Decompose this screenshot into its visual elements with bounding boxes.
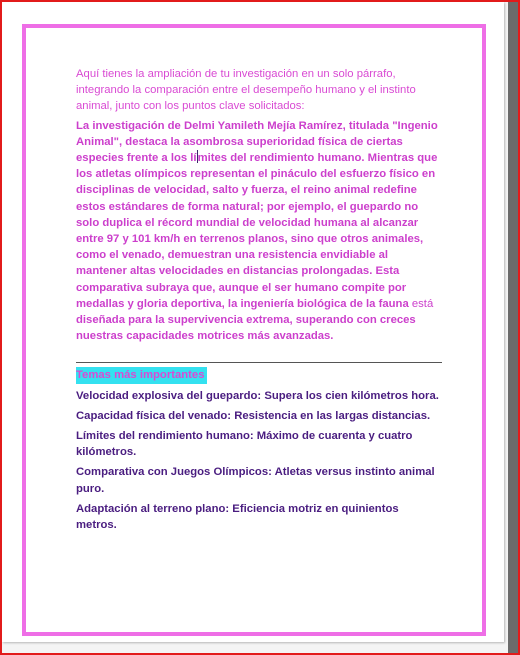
intro-text: Aquí tienes la ampliación de tu investigación en un solo párrafo, integrando la comparación entre el desempeño humano y el instinto animal, junto con los puntos clave solicitados: bbox=[76, 68, 416, 113]
topics-heading: Temas más importantes bbox=[76, 367, 207, 383]
topics-list bbox=[76, 388, 442, 534]
paragraph-text-3: está bbox=[408, 297, 434, 310]
document-page[interactable] bbox=[2, 2, 504, 642]
topic-item: Adaptación al terreno plano: Eficiencia motriz en quinientos metros. bbox=[76, 502, 399, 532]
topic-item: Comparativa con Juegos Olímpicos: Atletas versus instinto animal puro. bbox=[76, 466, 435, 495]
document-content[interactable] bbox=[76, 66, 442, 537]
horizontal-divider bbox=[76, 362, 442, 363]
paragraph-text-2: mites del rendimiento humano. Mientras que los atletas olímpicos representan el pináculo del esfuerzo físico en disciplinas de velocidad, salto y fuerza, el reino animal redefine estos estándares de forma natural; por ejemplo, el guepardo no solo duplica el récord mundial de velocidad humana al alcanzar entre 97 y 101 km/h en terrenos planos, sino que otros animales, como el venado, demuestran una resistencia envidiable al mantener altas velocidades en distancias prolongadas. Esta comparativa subraya que, aunque el ser humano compite por medallas y gloria deportiva, la ingeniería biológica de la fauna bbox=[76, 152, 438, 310]
topic-item: Capacidad física del venado: Resistencia en las largas distancias. bbox=[76, 409, 431, 422]
research-paragraph bbox=[76, 118, 442, 345]
topic-item: Límites del rendimiento humano: Máximo de cuarenta y cuatro kilómetros. bbox=[76, 430, 413, 459]
paragraph-text-1: La investigación de Delmi Yamileth Mejía Ramírez, titulada "Ingenio Animal", destaca la asombrosa superioridad física de ciertas especies frente a los lí bbox=[76, 119, 438, 165]
paragraph-text-4: diseñada para la supervivencia extrema, superando con creces nuestras capacidades motrices más avanzadas. bbox=[76, 314, 416, 343]
vertical-scrollbar[interactable] bbox=[508, 2, 518, 653]
topic-item: Velocidad explosiva del guepardo: Supera los cien kilómetros hora. bbox=[76, 389, 439, 402]
